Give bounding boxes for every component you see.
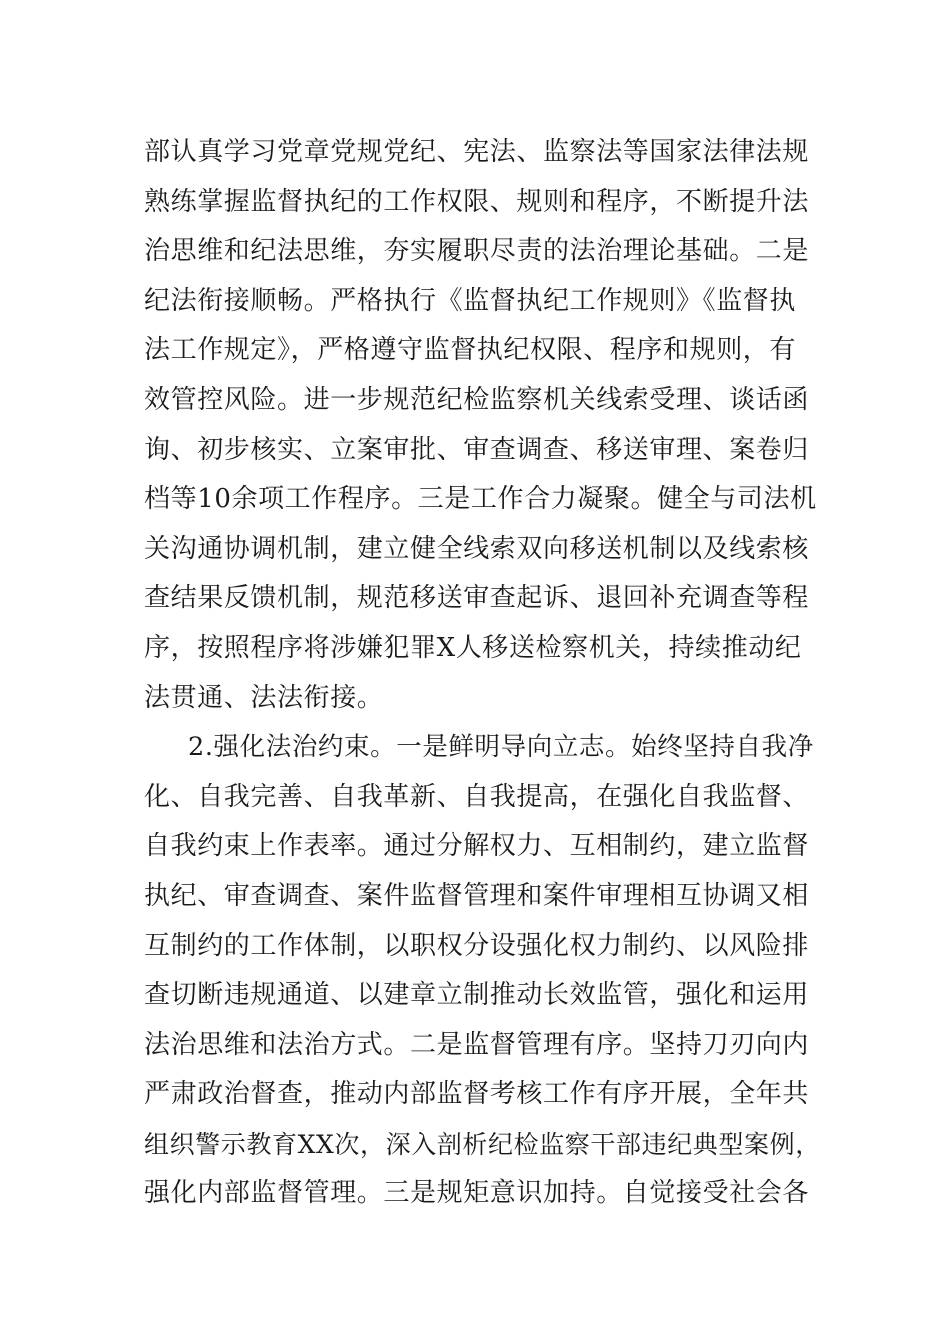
text-line-20: 严肃政治督查，推动内部监督考核工作有序开展，全年共 xyxy=(144,1079,810,1110)
text-line-8: 档等10余项工作程序。三是工作合力凝聚。健全与司法机 xyxy=(144,484,817,515)
text-line-15: 自我约束上作表率。通过分解权力、互相制约，建立监督 xyxy=(144,831,810,862)
paragraph-heading-line: 2.强化法治约束。一是鲜明导向立志。始终坚持自我净 xyxy=(188,732,814,763)
text-line-19: 法治思维和法治方式。二是监督管理有序。坚持刀刃向内 xyxy=(144,1029,810,1060)
text-line-11: 序，按照程序将涉嫌犯罪X人移送检察机关，持续推动纪 xyxy=(144,632,802,663)
text-line-1: 部认真学习党章党规党纪、宪法、监察法等国家法律法规 xyxy=(144,137,810,167)
text-line-2: 熟练掌握监督执纪的工作权限、规则和程序，不断提升法 xyxy=(144,186,810,217)
body-text xyxy=(144,128,824,1219)
text-line-12: 法贯通、法法衔接。 xyxy=(144,682,384,713)
text-line-7: 询、初步核实、立案审批、审查调查、移送审理、案卷归 xyxy=(144,434,810,465)
text-line-22: 强化内部监督管理。三是规矩意识加持。自觉接受社会各 xyxy=(144,1178,810,1209)
text-line-17: 互制约的工作体制，以职权分设强化权力制约、以风险排 xyxy=(144,930,810,961)
text-line-21: 组织警示教育XX次，深入剖析纪检监察干部违纪典型案例， xyxy=(144,1129,821,1159)
text-line-16: 执纪、审查调查、案件监督管理和案件审理相互协调又相 xyxy=(144,880,810,911)
text-line-5: 法工作规定》，严格遵守监督执纪权限、程序和规则，有 xyxy=(144,335,797,366)
text-line-10: 查结果反馈机制，规范移送审查起诉、退回补充调查等程 xyxy=(144,583,810,614)
text-line-6: 效管控风险。进一步规范纪检监察机关线索受理、谈话函 xyxy=(144,384,810,415)
text-line-4: 纪法衔接顺畅。严格执行《监督执纪工作规则》《监督执 xyxy=(144,285,797,316)
text-line-14: 化、自我完善、自我革新、自我提高，在强化自我监督、 xyxy=(144,781,810,812)
text-line-9: 关沟通协调机制，建立健全线索双向移送机制以及线索核 xyxy=(144,533,810,564)
text-line-3: 治思维和纪法思维，夯实履职尽责的法治理论基础。二是 xyxy=(144,236,810,267)
text-line-18: 查切断违规通道、以建章立制推动长效监管，强化和运用 xyxy=(144,980,810,1011)
